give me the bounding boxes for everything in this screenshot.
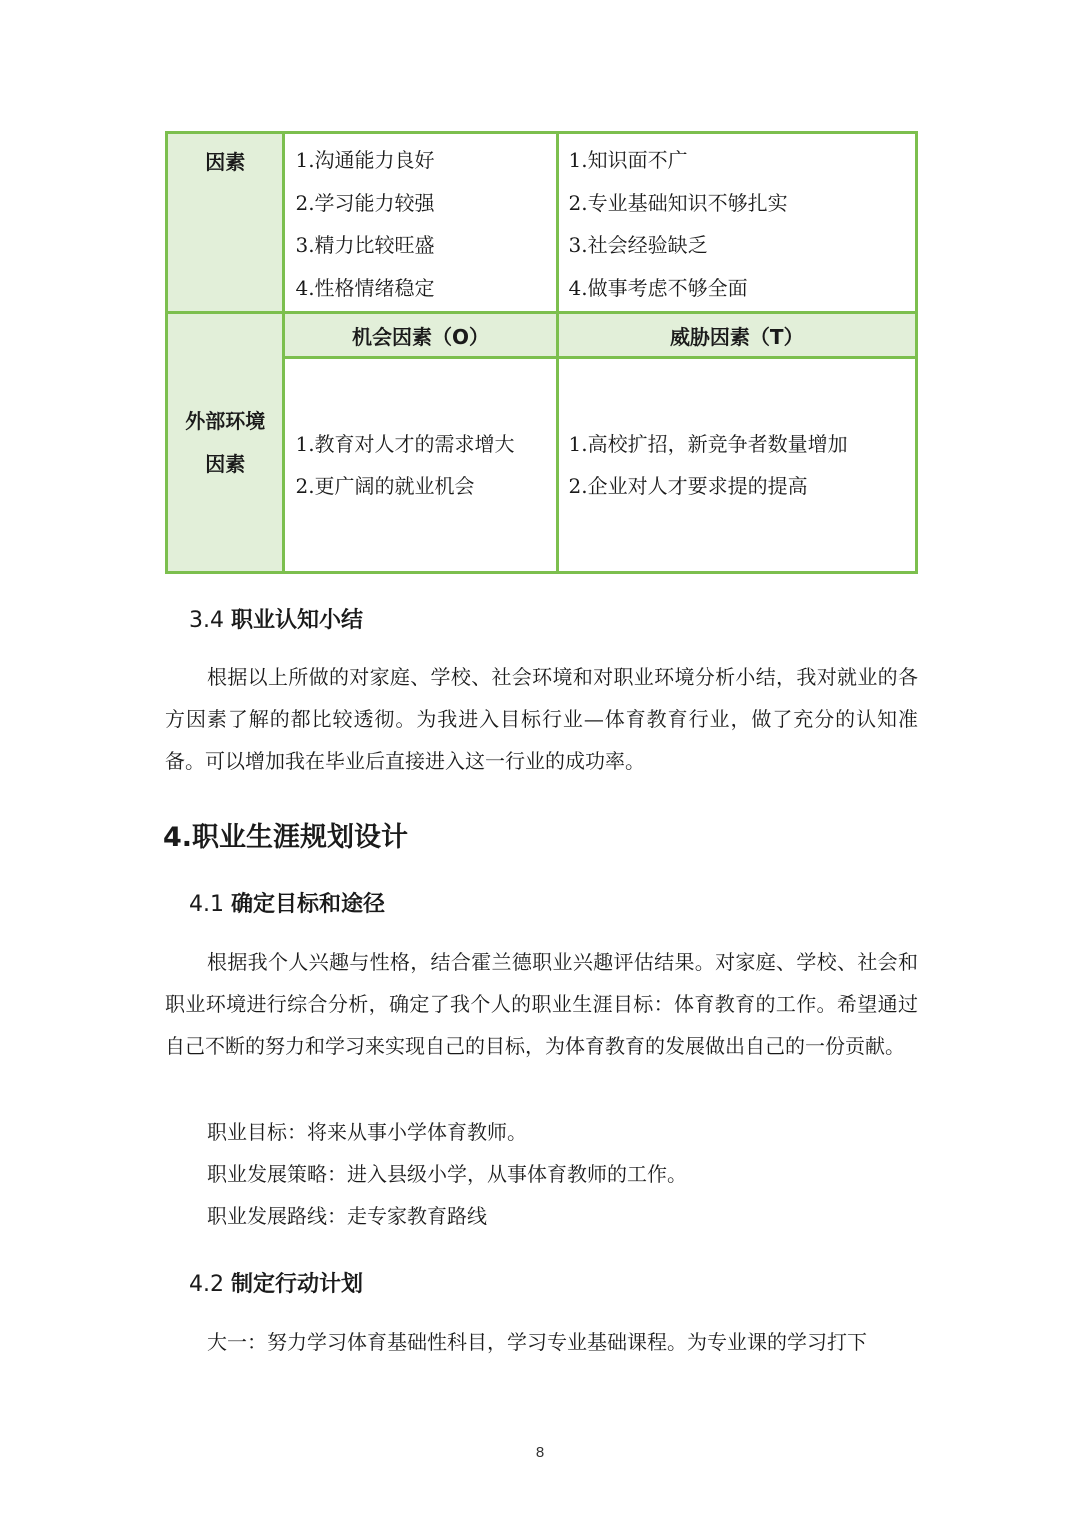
section-4-2-heading: 4.2 制定行动计划 [189,1272,364,1297]
opportunity-header: 机会因素（O） [352,324,490,349]
section-4-1-heading: 4.1 确定目标和途径 [189,892,386,917]
strength-item: 4.性格情绪稳定 [295,275,435,300]
weakness-item: 1.知识面不广 [568,148,688,172]
opportunity-item: 2.更广阔的就业机会 [295,474,475,498]
weaknesses-cell [557,133,916,313]
internal-label-cell [167,133,284,313]
strengths-cell [284,133,557,313]
external-label-cell [167,313,284,573]
career-goal: 职业目标：将来从事小学体育教师。 [207,1120,527,1144]
career-strategy: 职业发展策略：进入县级小学，从事体育教师的工作。 [207,1162,687,1186]
threat-item: 2.企业对人才要求提的提高 [568,474,808,498]
section-3-4-heading: 3.4 职业认知小结 [189,608,364,633]
opportunity-item: 1.教育对人才的需求增大 [295,431,515,456]
weakness-item: 3.社会经验缺乏 [568,233,708,257]
career-route: 职业发展路线：走专家教育路线 [207,1204,487,1228]
swot-table [165,131,918,574]
external-label: 外部环境 因素 [185,408,266,476]
page-number: 8 [535,1444,545,1461]
section-3-4-paragraph: 根据以上所做的对家庭、学校、社会环境和对职业环境分析小结，我对就业的各方因素了解的都比较透彻。为我进入目标行业—体育教育行业，做了充分的认知准备。可以增加我在毕业后直接进入这一行业的成功率。 [165,665,918,773]
weakness-item: 2.专业基础知识不够扎实 [568,190,788,215]
threat-header: 威胁因素（T） [669,324,804,349]
strength-item: 2.学习能力较强 [295,190,435,215]
external-header-row [167,313,917,358]
internal-factors-row [167,133,917,313]
strength-item: 3.精力比较旺盛 [295,233,435,257]
threats-cell [557,358,916,573]
section-4-1-paragraph: 根据我个人兴趣与性格，结合霍兰德职业兴趣评估结果。对家庭、学校、社会和职业环境进行综合分析，确定了我个人的职业生涯目标：体育教育的工作。希望通过自己不断的努力和学习来实现自己的目标，为体育教育的发展做出自己的一份贡献。 [165,950,918,1058]
opportunity-header-cell [284,313,557,358]
threat-item: 1.高校扩招，新竞争者数量增加 [568,431,848,456]
threat-header-cell [557,313,916,358]
section-4-heading: 4.职业生涯规划设计 [163,822,409,853]
weakness-item: 4.做事考虑不够全面 [568,275,748,300]
strength-item: 1.沟通能力良好 [295,148,435,172]
internal-label: 因素 [205,150,246,174]
opportunities-cell [284,358,557,573]
action-plan-line: 大一：努力学习体育基础性科目，学习专业基础课程。为专业课的学习打下 [207,1330,867,1354]
